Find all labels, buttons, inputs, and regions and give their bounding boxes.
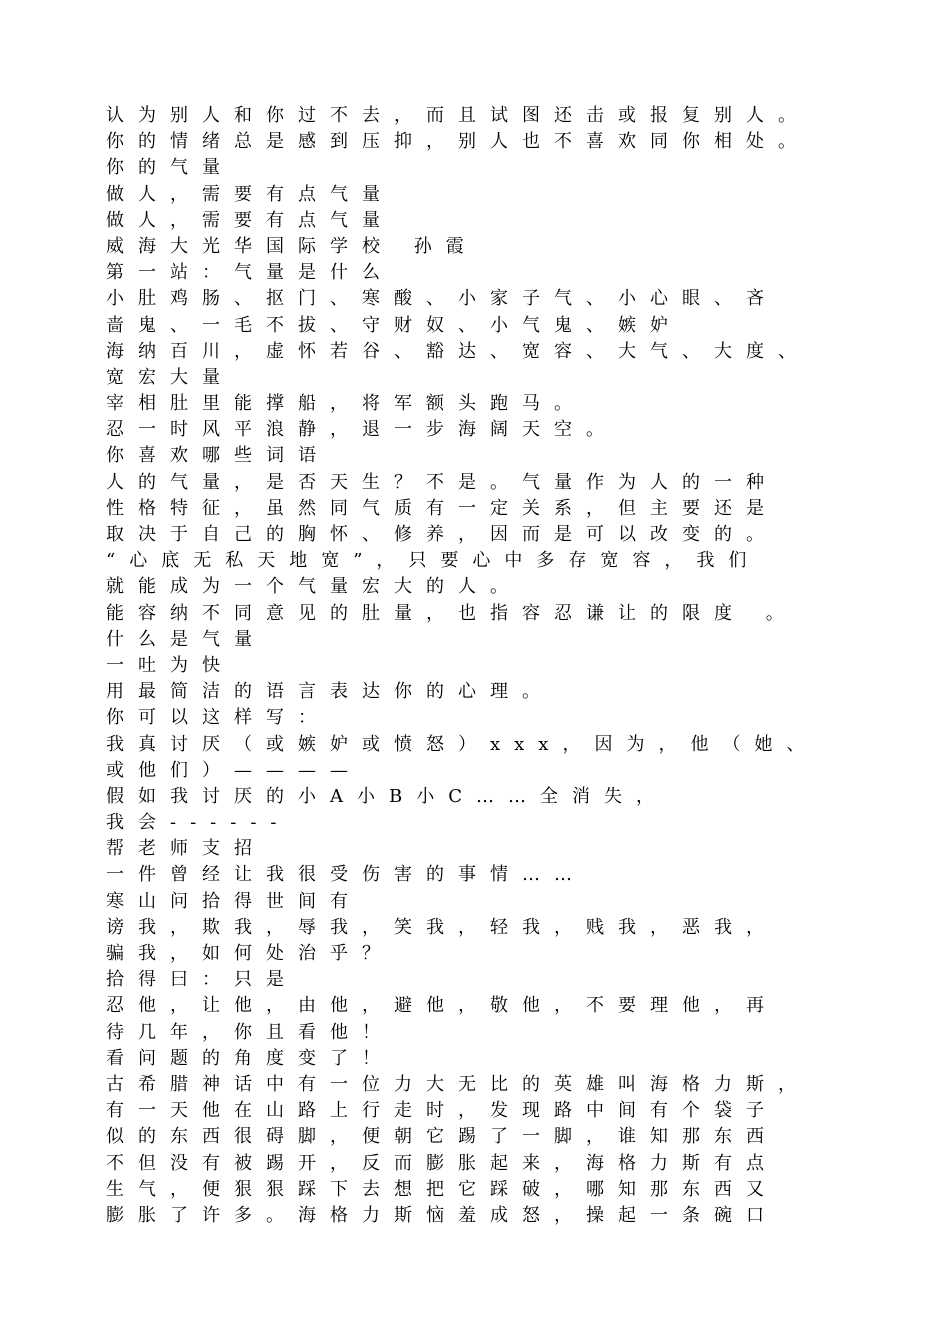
text-line: 第一站：气量是什么	[106, 262, 394, 284]
text-line: 有一天他在山路上行走时，发现路中间有个袋子	[106, 1100, 778, 1122]
text-line: 一吐为快	[106, 654, 234, 676]
text-line: 看问题的角度变了！	[106, 1047, 394, 1069]
text-line: 用最简洁的语言表达你的心理。	[106, 681, 554, 703]
text-line: 骗我，如何处治乎？	[106, 943, 394, 964]
text-line: 能容纳不同意见的肚量，也指容忍谦让的限度 。	[106, 602, 798, 624]
text-line: 忍他，让他，由他，避他，敬他，不要理他，再	[106, 995, 778, 1017]
text-line: 待几年，你且看他！	[106, 1021, 394, 1043]
text-line: 取决于自己的胸怀、修养，因而是可以改变的。	[106, 524, 778, 545]
text-line: 寒山问拾得世间有	[106, 890, 362, 912]
text-line: 你的气量	[106, 157, 234, 179]
text-line: 就能成为一个气量宏大的人。	[106, 576, 522, 598]
text-line: 宽宏大量	[106, 366, 234, 388]
text-line: 做人，需要有点气量	[106, 209, 394, 231]
text-line: 你可以这样写：	[106, 707, 330, 729]
text-line: 一件曾经让我很受伤害的事情……	[106, 864, 586, 886]
text-line: 我真讨厌（或嫉妒或愤怒）xxx，因为，他（她、	[106, 733, 819, 755]
text-line: 假如我讨厌的小A小B小C……全消失，	[106, 785, 668, 807]
text-line: 忍一时风平浪静，退一步海阔天空。	[106, 419, 618, 441]
text-line: 谤我，欺我，辱我，笑我，轻我，贱我，恶我，	[106, 916, 778, 938]
text-line: 什么是气量	[106, 628, 266, 650]
text-line: 海纳百川，虚怀若谷、豁达、宽容、大气、大度、	[106, 340, 810, 362]
text-line: 你喜欢哪些词语	[106, 445, 330, 467]
document-body	[106, 103, 886, 1229]
text-line: 不但没有被踢开，反而膨胀起来，海格力斯有点	[106, 1152, 778, 1174]
text-line: 性格特征，虽然同气质有一定关系，但主要还是	[106, 497, 778, 519]
text-line: 我会------	[106, 812, 291, 834]
text-line: 或他们）————	[106, 759, 362, 781]
text-line: 宰相肚里能撑船，将军额头跑马。	[106, 393, 586, 415]
text-line: 人的气量，是否天生？不是。气量作为人的一种	[106, 471, 778, 493]
text-line: 认为别人和你过不去，而且试图还击或报复别人。	[106, 105, 810, 126]
text-line: 古希腊神话中有一位力大无比的英雄叫海格力斯，	[106, 1073, 810, 1095]
text-line: 啬鬼、一毛不拔、守财奴、小气鬼、嫉妒	[106, 314, 682, 336]
text-line: 生气，便狠狠踩下去想把它踩破，哪知那东西又	[106, 1178, 778, 1200]
text-line: 膨胀了许多。海格力斯恼羞成怒，操起一条碗口	[106, 1204, 778, 1226]
text-line: 帮老师支招	[106, 838, 266, 860]
text-line: 威海大光华国际学校 孙霞	[106, 235, 478, 257]
text-line: 做人，需要有点气量	[106, 183, 394, 205]
text-line: 你的情绪总是感到压抑，别人也不喜欢同你相处。	[106, 131, 810, 153]
text-line: 拾得曰：只是	[106, 969, 298, 991]
text-line: 小肚鸡肠、抠门、寒酸、小家子气、小心眼、吝	[106, 288, 778, 310]
text-line: 似的东西很碍脚，便朝它踢了一脚，谁知那东西	[106, 1126, 778, 1148]
text-line: “心底无私天地宽”，只要心中多存宽容，我们	[106, 550, 761, 572]
